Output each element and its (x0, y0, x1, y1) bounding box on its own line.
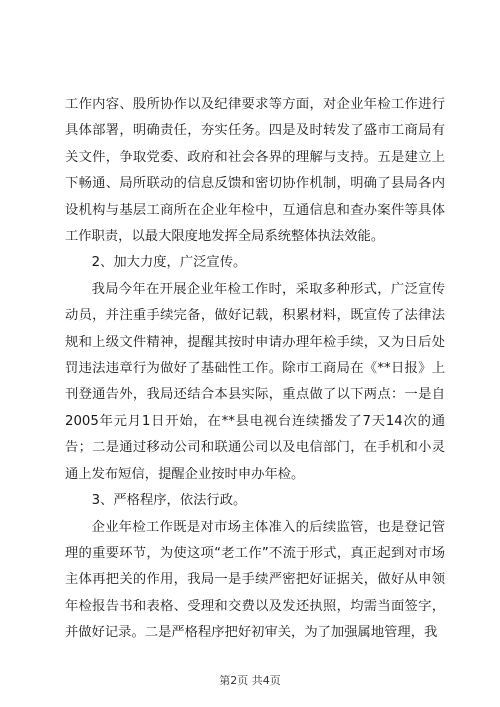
section-heading-3: 3、严格程序，依法行政。 (91, 493, 247, 509)
document-body (65, 92, 445, 647)
paragraph-3: 企业年检工作既是对市场主体准入的后续监管，也是登记管理的重要环节，为使这项“老工作”不流于形式，真正起到对市场主体再把关的作用，我局一是手续严密把好证据关，做好从申领年检报告书和表格、受理和交费以及发还执照，均需当面签字，并做好记录。二是严格程序把好初审关，为了加强属地管理，我 (65, 519, 445, 641)
paragraph-2: 我局今年在开展企业年检工作时，采取多种形式，广泛宣传动员，并注重手续完备，做好记载，积累材料，既宣传了法律法规和上级文件精神，提醒其按时申请办理年检手续，又为日后处罚违法违章行为做好了基础性工作。除市工商局在《**日报》上刊登通告外，我局还结合本县实际，重点做了以下两点：一是自2005年元月1日开始，在**县电视台连续播发了7天14次的通告；二是通过移动公司和联通公司以及电信部门，在手机和小灵通上发布短信，提醒企业按时申办年检。 (65, 281, 445, 482)
paragraph-1: 工作内容、股所协作以及纪律要求等方面，对企业年检工作进行具体部署，明确责任，夯实任务。四是及时转发了盛市工商局有关文件，争取党委、政府和社会各界的理解与支持。五是建立上下畅通、局所联动的信息反馈和密切协作机制，明确了县局各内设机构与基层工商所在企业年检中，互通信息和查办案件等具体工作职责，以最大限度地发挥全局系统整体执法效能。 (65, 97, 445, 245)
section-heading-2: 2、加大力度，广泛宣传。 (91, 255, 247, 271)
page-footer: 第2页 共4页 (219, 674, 281, 687)
